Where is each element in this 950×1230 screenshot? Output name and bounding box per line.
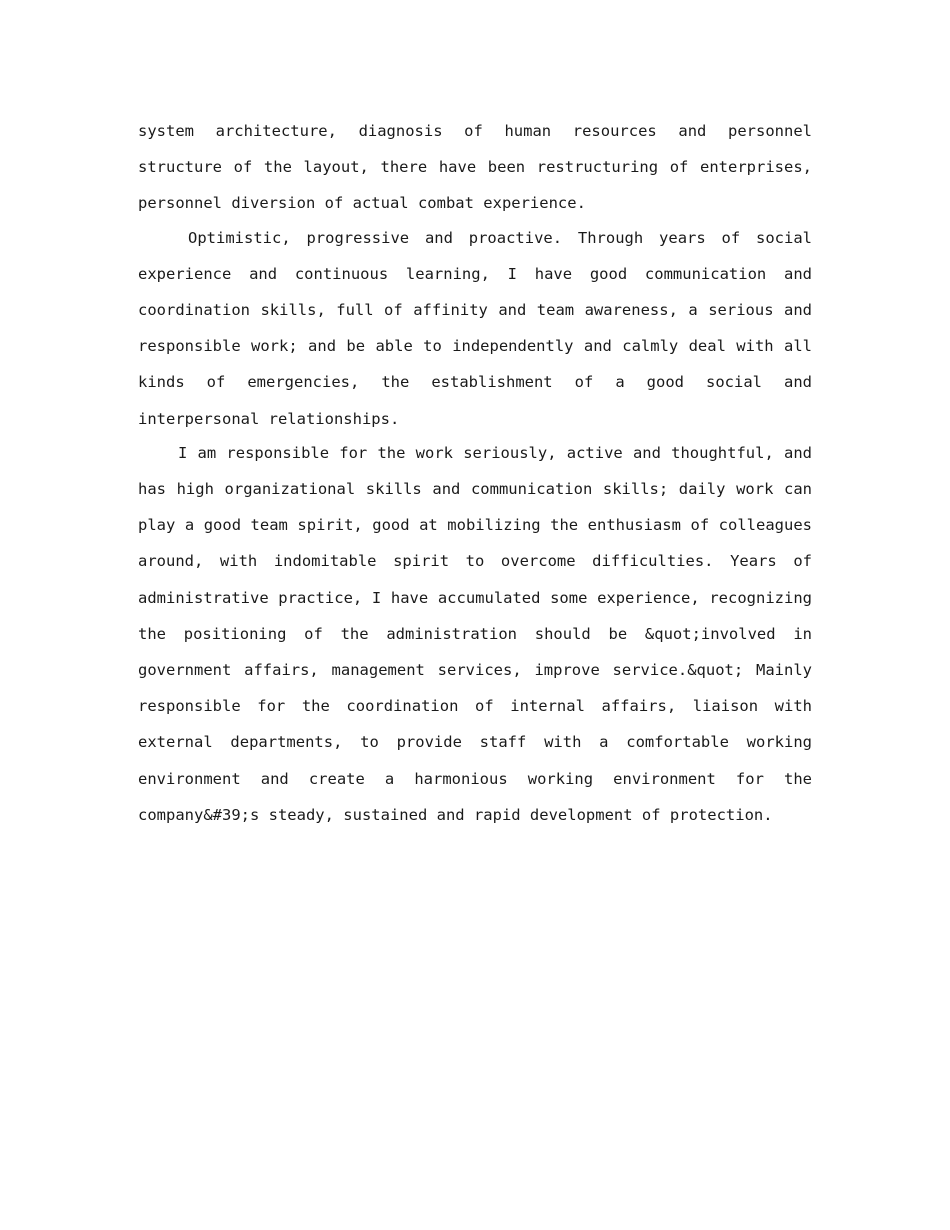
paragraph-work-attitude: I am responsible for the work seriously, active and thoughtful, and has high organizational skills and communication skills; daily work can play a good team spirit, good at mobilizing the enthusiasm of colleagues around, with indomitable spirit to overcome difficulties. Years of administrative practice, I have accumulated some experience, recognizing the positioning of the administration should be &quot;involved in government affairs, management services, improve service.&quot; Mainly responsible for the coordination of internal affairs, liaison with external departments, to provide staff with a comfortable working environment and create a harmonious working environment for the company&#39;s steady, sustained and rapid development of protection.	[138, 443, 812, 824]
document-body	[138, 113, 812, 831]
paragraph-personality: Optimistic, progressive and proactive. Through years of social experience and continuous learning, I have good communication and coordination skills, full of affinity and team awareness, a serious and responsible work; and be able to independently and calmly deal with all kinds of emergencies, the establishment of a good social and interpersonal relationships.	[138, 228, 812, 428]
paragraph-continuation: system architecture, diagnosis of human resources and personnel structure of the layout, there have been restructuring of enterprises, personnel diversion of actual combat experience.	[138, 122, 812, 213]
